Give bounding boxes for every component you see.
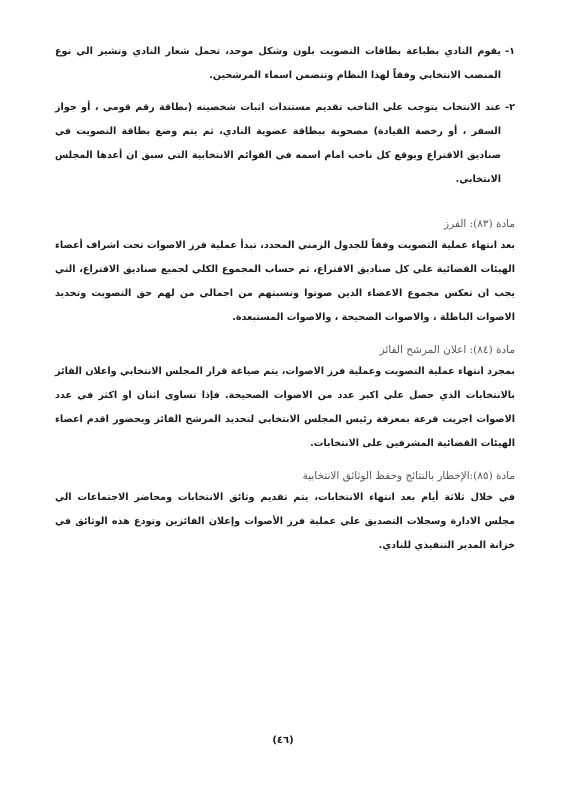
- section-body-83: بعد انتهاء عملية التصويت وفقاً للجدول الزمني المحدد، تبدأ عملية فرز الاصوات تحت اشراف أعضاء الهيئات القضائية علي كل صناديق الاقتراع، ثم حساب المجموع الكلي لجميع صناديق الاقتراع، التي يجب ان تعكس مجموع الاعضاء الذين صوتوا ونسبتهم من اجمالي من لهم حق التصويت وتحديد الاصوات الباطلة ، والاصوات الصحيحة ، والاصوات المستبعدة.: [55, 240, 515, 323]
- section-body-85: في خلال ثلاثة أيام بعد انتهاء الانتخابات، يتم تقديم وثائق الانتخابات ومحاضر الاجتماعات الي مجلس الادارة وسجلات التصديق علي عملية فرز الأصوات وإعلان الفائزين وتودع هذه الوثائق في خزانة المدير التنفيذي للنادي.: [55, 492, 515, 551]
- page-number: (٤٦): [272, 735, 294, 746]
- section-body-84: بمجرد انتهاء عملية التصويت وعملية فرز الاصوات، يتم صياغة قرار المجلس الانتخابي واعلان الفائز بالانتخابات الذي حصل علي اكبر عدد من الاصوات الصحيحة. فإذا تساوى اثنان او اكثر في عدد الاصوات اجريت قرعة بمعرفة رئيس المجلس الانتخابي لتحديد المرشح الفائز ويحضور اقدم اعضاء الهيئات القضائية المشرفين على الانتخابات.: [55, 366, 515, 449]
- section-heading-84: مادة (٨٤): اعلان المرشح الفائز: [379, 344, 515, 356]
- list-item-number: ٢-: [505, 102, 515, 113]
- section-heading-85: مادة (٨٥):الإخطار بالنتائج وحفظ الوثائق الانتخابية: [302, 470, 515, 482]
- list-item-text: يقوم النادي بطباعة بطاقات التصويت بلون وشكل موحد، تحمل شعار النادي وتشير الي نوع المنصب الانتخابي وفقاً لهذا النظام وتتضمن اسماء المرشحين.: [55, 46, 501, 81]
- section-heading-83: مادة (٨٣): الفرز: [444, 218, 515, 230]
- list-item-number: ١-: [505, 46, 515, 57]
- list-item: [55, 40, 515, 88]
- list-item: [55, 96, 515, 192]
- list-item-text: عند الانتخاب يتوجب علي الناخب تقديم مستندات اثبات شخصيته (بطاقة رقم قومي ، أو جواز السفر ، أو رخصة القيادة) مصحوبة ببطاقة عضوية النادي، ثم يتم وضع بطاقة التصويت في صناديق الاقتراع ويوقع كل ناخب امام اسمه في القوائم الانتخابية التي سبق ان أعدها المجلس الانتخابي.: [55, 102, 501, 185]
- document-page: [55, 40, 515, 568]
